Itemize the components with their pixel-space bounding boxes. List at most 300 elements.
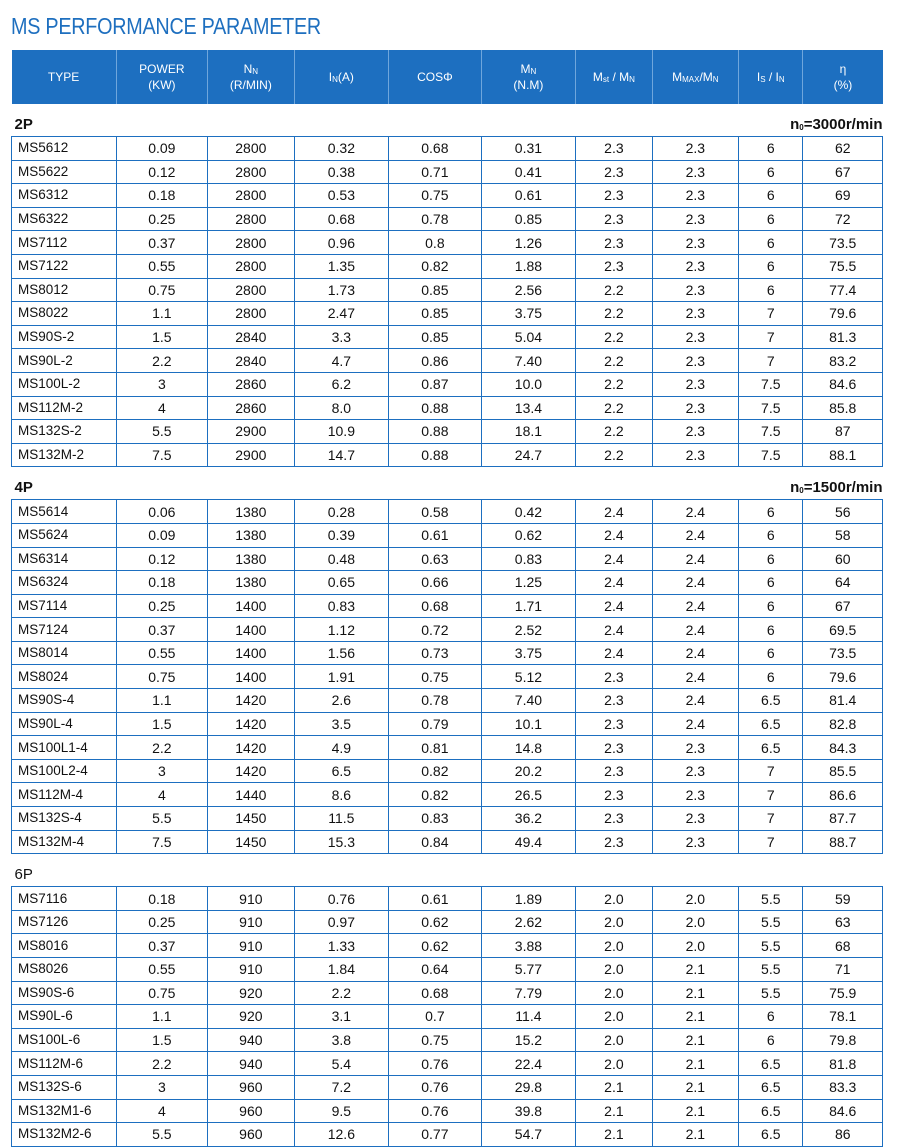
table-cell: 2.0 <box>576 1052 652 1076</box>
table-cell: 0.61 <box>481 184 576 208</box>
table-row <box>12 137 883 161</box>
table-cell: 6 <box>739 278 803 302</box>
table-cell: 2.62 <box>481 910 576 934</box>
table-cell: 2.3 <box>576 184 652 208</box>
table-cell: 2.52 <box>481 618 576 642</box>
cell-type: MS90L-2 <box>12 349 117 373</box>
table-cell: 0.75 <box>116 981 208 1005</box>
table-cell: 71 <box>803 958 883 982</box>
table-cell: 2.0 <box>652 934 738 958</box>
table-cell: 0.85 <box>389 278 482 302</box>
table-cell: 5.4 <box>294 1052 389 1076</box>
table-cell: 2.2 <box>576 325 652 349</box>
table-cell: 85.5 <box>803 759 883 783</box>
table-cell: 2.2 <box>576 420 652 444</box>
table-cell: 84.6 <box>803 372 883 396</box>
table-cell: 2.3 <box>652 302 738 326</box>
table-cell: 0.87 <box>389 372 482 396</box>
table-cell: 77.4 <box>803 278 883 302</box>
table-cell: 2.1 <box>652 1052 738 1076</box>
table-cell: 0.41 <box>481 160 576 184</box>
table-cell: 0.48 <box>294 547 389 571</box>
table-cell: 2.1 <box>576 1099 652 1123</box>
table-cell: 2.0 <box>576 934 652 958</box>
table-cell: 0.81 <box>389 736 482 760</box>
cell-type: MS7126 <box>12 910 117 934</box>
table-cell: 36.2 <box>481 807 576 831</box>
table-cell: 7 <box>739 807 803 831</box>
table-cell: 62 <box>803 137 883 161</box>
table-cell: 2.3 <box>652 443 738 467</box>
table-cell: 2.3 <box>652 372 738 396</box>
table-row <box>12 1123 883 1147</box>
cell-type: MS7116 <box>12 887 117 911</box>
header-efficiency-label: η <box>839 61 847 76</box>
cell-type: MS132S-6 <box>12 1075 117 1099</box>
cell-type: MS5624 <box>12 523 117 547</box>
header-cos-phi <box>389 50 482 104</box>
table-cell: 0.82 <box>389 783 482 807</box>
table-cell: 0.73 <box>389 641 482 665</box>
cell-type: MS132S-2 <box>12 420 117 444</box>
table-cell: 2.3 <box>576 231 652 255</box>
table-row <box>12 1099 883 1123</box>
table-cell: 9.5 <box>294 1099 389 1123</box>
table-cell: 6.5 <box>739 689 803 713</box>
table-cell: 1400 <box>208 641 294 665</box>
table-cell: 0.65 <box>294 571 389 595</box>
table-cell: 4 <box>116 783 208 807</box>
table-cell: 4 <box>116 396 208 420</box>
cell-type: MS6324 <box>12 571 117 595</box>
cell-type: MS8022 <box>12 302 117 326</box>
table-cell: 7 <box>739 302 803 326</box>
header-speed <box>208 50 294 104</box>
cell-type: MS5622 <box>12 160 117 184</box>
table-cell: 86 <box>803 1123 883 1147</box>
cell-type: MS112M-4 <box>12 783 117 807</box>
table-cell: 1400 <box>208 618 294 642</box>
table-cell: 1380 <box>208 523 294 547</box>
table-cell: 69 <box>803 184 883 208</box>
table-cell: 1420 <box>208 759 294 783</box>
table-cell: 1.5 <box>116 712 208 736</box>
table-cell: 960 <box>208 1099 294 1123</box>
table-cell: 0.06 <box>116 500 208 524</box>
table-cell: 14.8 <box>481 736 576 760</box>
table-row <box>12 160 883 184</box>
table-cell: 2.4 <box>576 500 652 524</box>
table-cell: 13.4 <box>481 396 576 420</box>
table-cell: 7 <box>739 759 803 783</box>
table-cell: 2.1 <box>576 1075 652 1099</box>
table-cell: 0.25 <box>116 207 208 231</box>
cell-type: MS100L-6 <box>12 1028 117 1052</box>
table-cell: 0.12 <box>116 160 208 184</box>
cell-type: MS8016 <box>12 934 117 958</box>
table-cell: 910 <box>208 934 294 958</box>
table-cell: 6.5 <box>739 1075 803 1099</box>
table-cell: 39.8 <box>481 1099 576 1123</box>
table-cell: 7.5 <box>116 443 208 467</box>
table-cell: 0.37 <box>116 231 208 255</box>
table-cell: 2.4 <box>576 618 652 642</box>
table-cell: 0.42 <box>481 500 576 524</box>
table-cell: 3.3 <box>294 325 389 349</box>
table-cell: 11.4 <box>481 1005 576 1029</box>
table-cell: 10.9 <box>294 420 389 444</box>
cell-type: MS132M-2 <box>12 443 117 467</box>
table-cell: 0.76 <box>389 1099 482 1123</box>
pole-label: 4P <box>12 467 482 500</box>
table-cell: 2.4 <box>652 665 738 689</box>
table-cell: 63 <box>803 910 883 934</box>
header-torque <box>481 50 576 104</box>
table-cell: 0.7 <box>389 1005 482 1029</box>
table-cell: 0.62 <box>481 523 576 547</box>
section-header-2p <box>12 104 883 137</box>
table-cell: 0.78 <box>389 689 482 713</box>
table-cell: 2800 <box>208 231 294 255</box>
table-cell: 2.3 <box>652 736 738 760</box>
table-cell: 0.97 <box>294 910 389 934</box>
header-cos-phi-label: COSΦ <box>417 69 453 84</box>
table-cell: 6 <box>739 641 803 665</box>
table-cell: 4 <box>116 1099 208 1123</box>
table-cell: 1420 <box>208 689 294 713</box>
table-cell: 6.5 <box>739 1052 803 1076</box>
table-cell: 0.64 <box>389 958 482 982</box>
table-cell: 5.5 <box>739 981 803 1005</box>
table-cell: 5.5 <box>116 807 208 831</box>
table-cell: 8.6 <box>294 783 389 807</box>
table-cell: 1.5 <box>116 1028 208 1052</box>
table-cell: 5.5 <box>739 934 803 958</box>
table-cell: 82.8 <box>803 712 883 736</box>
table-cell: 0.12 <box>116 547 208 571</box>
table-cell: 73.5 <box>803 231 883 255</box>
table-cell: 1380 <box>208 547 294 571</box>
table-row <box>12 231 883 255</box>
table-cell: 0.8 <box>389 231 482 255</box>
cell-type: MS90S-6 <box>12 981 117 1005</box>
cell-type: MS132M-4 <box>12 830 117 854</box>
table-cell: 6 <box>739 571 803 595</box>
table-cell: 84.6 <box>803 1099 883 1123</box>
table-cell: 6 <box>739 500 803 524</box>
table-cell: 0.76 <box>389 1052 482 1076</box>
table-cell: 56 <box>803 500 883 524</box>
table-row <box>12 618 883 642</box>
header-max-torque-ratio <box>652 50 738 104</box>
table-cell: 7 <box>739 349 803 373</box>
sync-speed: $n_0=3000r/\min$ <box>481 104 882 137</box>
table-cell: 83.3 <box>803 1075 883 1099</box>
table-cell: 2.4 <box>576 571 652 595</box>
table-cell: 2.3 <box>652 420 738 444</box>
table-cell: 1.25 <box>481 571 576 595</box>
table-cell: 2.3 <box>576 830 652 854</box>
table-cell: 1440 <box>208 783 294 807</box>
table-cell: 960 <box>208 1075 294 1099</box>
table-cell: 2.3 <box>652 349 738 373</box>
table-row <box>12 981 883 1005</box>
cell-type: MS112M-6 <box>12 1052 117 1076</box>
table-cell: 88.7 <box>803 830 883 854</box>
table-cell: 14.7 <box>294 443 389 467</box>
table-cell: 2.4 <box>652 712 738 736</box>
table-row <box>12 783 883 807</box>
table-cell: 0.55 <box>116 958 208 982</box>
table-cell: 0.39 <box>294 523 389 547</box>
table-cell: 0.86 <box>389 349 482 373</box>
table-cell: 87 <box>803 420 883 444</box>
table-cell: 2.0 <box>652 887 738 911</box>
table-cell: 2.3 <box>652 160 738 184</box>
table-cell: 2.3 <box>576 254 652 278</box>
table-cell: 5.5 <box>116 1123 208 1147</box>
table-cell: 0.18 <box>116 184 208 208</box>
table-cell: 2.1 <box>652 1123 738 1147</box>
cell-type: MS132S-4 <box>12 807 117 831</box>
cell-type: MS100L2-4 <box>12 759 117 783</box>
table-cell: 5.77 <box>481 958 576 982</box>
table-cell: 0.62 <box>389 910 482 934</box>
table-cell: 29.8 <box>481 1075 576 1099</box>
table-cell: 10.1 <box>481 712 576 736</box>
cell-type: MS8024 <box>12 665 117 689</box>
table-cell: 2.4 <box>576 594 652 618</box>
table-cell: 3 <box>116 759 208 783</box>
table-cell: 6 <box>739 547 803 571</box>
table-cell: 2800 <box>208 184 294 208</box>
section-header-6p <box>12 854 883 887</box>
cell-type: MS112M-2 <box>12 396 117 420</box>
table-cell: 0.32 <box>294 137 389 161</box>
table-cell: 2.0 <box>652 910 738 934</box>
table-cell: 1.35 <box>294 254 389 278</box>
table-cell: 0.83 <box>481 547 576 571</box>
table-cell: 6 <box>739 1005 803 1029</box>
table-cell: 6 <box>739 665 803 689</box>
table-cell: 2.2 <box>576 278 652 302</box>
cell-type: MS5614 <box>12 500 117 524</box>
cell-type: MS7122 <box>12 254 117 278</box>
header-type-label: TYPE <box>47 69 80 84</box>
table-cell: 2.3 <box>652 231 738 255</box>
table-cell: 2.47 <box>294 302 389 326</box>
table-cell: 7.2 <box>294 1075 389 1099</box>
header-start-torque-ratio-label: $M_{st} / M_N$ <box>592 69 635 84</box>
table-cell: 0.75 <box>389 665 482 689</box>
cell-type: MS8026 <box>12 958 117 982</box>
header-power-unit: (KW) <box>148 77 176 92</box>
table-cell: 2900 <box>208 420 294 444</box>
table-cell: 3 <box>116 1075 208 1099</box>
table-cell: 0.68 <box>389 594 482 618</box>
table-cell: 2.2 <box>116 1052 208 1076</box>
cell-type: MS90S-4 <box>12 689 117 713</box>
table-cell: 2.2 <box>576 443 652 467</box>
table-cell: 2.3 <box>576 712 652 736</box>
table-cell: 1450 <box>208 807 294 831</box>
header-start-current-ratio <box>739 50 803 104</box>
header-efficiency <box>803 50 883 104</box>
table-cell: 2.2 <box>294 981 389 1005</box>
table-cell: 6 <box>739 523 803 547</box>
table-cell: 2.3 <box>652 396 738 420</box>
table-row <box>12 910 883 934</box>
table-cell: 2.3 <box>652 830 738 854</box>
table-row <box>12 665 883 689</box>
table-cell: 67 <box>803 594 883 618</box>
table-cell: 2.2 <box>576 302 652 326</box>
header-start-torque-ratio <box>576 50 652 104</box>
table-cell: 7.5 <box>739 372 803 396</box>
table-cell: 2900 <box>208 443 294 467</box>
table-cell: 0.63 <box>389 547 482 571</box>
table-cell: 2.1 <box>576 1123 652 1147</box>
table-cell: 1.91 <box>294 665 389 689</box>
table-cell: 2.4 <box>652 523 738 547</box>
cell-type: MS6312 <box>12 184 117 208</box>
table-cell: 79.8 <box>803 1028 883 1052</box>
table-cell: 2800 <box>208 254 294 278</box>
table-cell: 2.4 <box>652 689 738 713</box>
table-cell: 81.3 <box>803 325 883 349</box>
table-cell: 2.6 <box>294 689 389 713</box>
table-cell: 2860 <box>208 372 294 396</box>
table-cell: 2.3 <box>576 807 652 831</box>
table-cell: 6 <box>739 254 803 278</box>
table-cell: 1420 <box>208 712 294 736</box>
header-power <box>116 50 208 104</box>
table-cell: 2.3 <box>576 783 652 807</box>
table-cell: 2.4 <box>652 641 738 665</box>
sync-speed: $n_0=1500r/\min$ <box>481 467 882 500</box>
table-cell: 10.0 <box>481 372 576 396</box>
table-row <box>12 420 883 444</box>
table-row <box>12 443 883 467</box>
table-cell: 2.3 <box>652 759 738 783</box>
table-header <box>12 50 883 104</box>
table-cell: 3 <box>116 372 208 396</box>
table-cell: 2.1 <box>652 1099 738 1123</box>
table-row <box>12 807 883 831</box>
cell-type: MS7124 <box>12 618 117 642</box>
cell-type: MS132M1-6 <box>12 1099 117 1123</box>
cell-type: MS100L1-4 <box>12 736 117 760</box>
table-cell: 0.37 <box>116 934 208 958</box>
table-cell: 4.9 <box>294 736 389 760</box>
table-cell: 6.2 <box>294 372 389 396</box>
table-cell: 6.5 <box>739 736 803 760</box>
table-cell: 12.6 <box>294 1123 389 1147</box>
table-cell: 6.5 <box>739 1123 803 1147</box>
table-cell: 58 <box>803 523 883 547</box>
table-cell: 0.09 <box>116 523 208 547</box>
table-row <box>12 830 883 854</box>
table-cell: 2800 <box>208 207 294 231</box>
table-cell: 7.5 <box>739 443 803 467</box>
cell-type: MS6314 <box>12 547 117 571</box>
sync-speed <box>481 854 882 887</box>
header-power-label: POWER <box>139 61 185 76</box>
table-cell: 1450 <box>208 830 294 854</box>
table-cell: 1.56 <box>294 641 389 665</box>
table-cell: 2.3 <box>652 207 738 231</box>
table-cell: 6.5 <box>294 759 389 783</box>
table-cell: 960 <box>208 1123 294 1147</box>
table-cell: 5.5 <box>739 910 803 934</box>
table-cell: 1.5 <box>116 325 208 349</box>
table-cell: 2.3 <box>652 184 738 208</box>
table-cell: 26.5 <box>481 783 576 807</box>
table-cell: 2.4 <box>652 618 738 642</box>
table-cell: 6 <box>739 184 803 208</box>
table-cell: 15.2 <box>481 1028 576 1052</box>
table-cell: 2.2 <box>576 396 652 420</box>
table-cell: 2800 <box>208 160 294 184</box>
table-cell: 88.1 <box>803 443 883 467</box>
table-cell: 7.5 <box>739 420 803 444</box>
table-row <box>12 349 883 373</box>
table-row <box>12 1028 883 1052</box>
table-cell: 0.66 <box>389 571 482 595</box>
table-cell: 1.1 <box>116 1005 208 1029</box>
table-cell: 83.2 <box>803 349 883 373</box>
table-cell: 7.5 <box>116 830 208 854</box>
table-cell: 2.1 <box>652 981 738 1005</box>
table-cell: 87.7 <box>803 807 883 831</box>
table-cell: 6 <box>739 1028 803 1052</box>
table-cell: 0.72 <box>389 618 482 642</box>
table-cell: 0.78 <box>389 207 482 231</box>
table-cell: 6 <box>739 618 803 642</box>
header-row <box>12 50 883 104</box>
pole-label: 2P <box>12 104 482 137</box>
table-cell: 2.1 <box>652 1005 738 1029</box>
table-cell: 1400 <box>208 594 294 618</box>
table-cell: 1.73 <box>294 278 389 302</box>
table-cell: 0.68 <box>389 981 482 1005</box>
table-cell: 79.6 <box>803 665 883 689</box>
table-cell: 84.3 <box>803 736 883 760</box>
table-cell: 3.1 <box>294 1005 389 1029</box>
table-row <box>12 934 883 958</box>
pole-label: 6P <box>12 854 482 887</box>
table-row <box>12 712 883 736</box>
table-cell: 1380 <box>208 571 294 595</box>
table-cell: 0.79 <box>389 712 482 736</box>
table-cell: 0.88 <box>389 420 482 444</box>
cell-type: MS8012 <box>12 278 117 302</box>
table-cell: 72 <box>803 207 883 231</box>
table-cell: 86.6 <box>803 783 883 807</box>
table-cell: 7 <box>739 830 803 854</box>
section-header-4p <box>12 467 883 500</box>
table-cell: 5.5 <box>739 958 803 982</box>
table-row <box>12 184 883 208</box>
table-cell: 2.0 <box>576 1005 652 1029</box>
table-row <box>12 641 883 665</box>
table-cell: 1.89 <box>481 887 576 911</box>
table-cell: 5.12 <box>481 665 576 689</box>
table-cell: 1.1 <box>116 689 208 713</box>
cell-type: MS8014 <box>12 641 117 665</box>
table-cell: 2.0 <box>576 981 652 1005</box>
cell-type: MS100L-2 <box>12 372 117 396</box>
